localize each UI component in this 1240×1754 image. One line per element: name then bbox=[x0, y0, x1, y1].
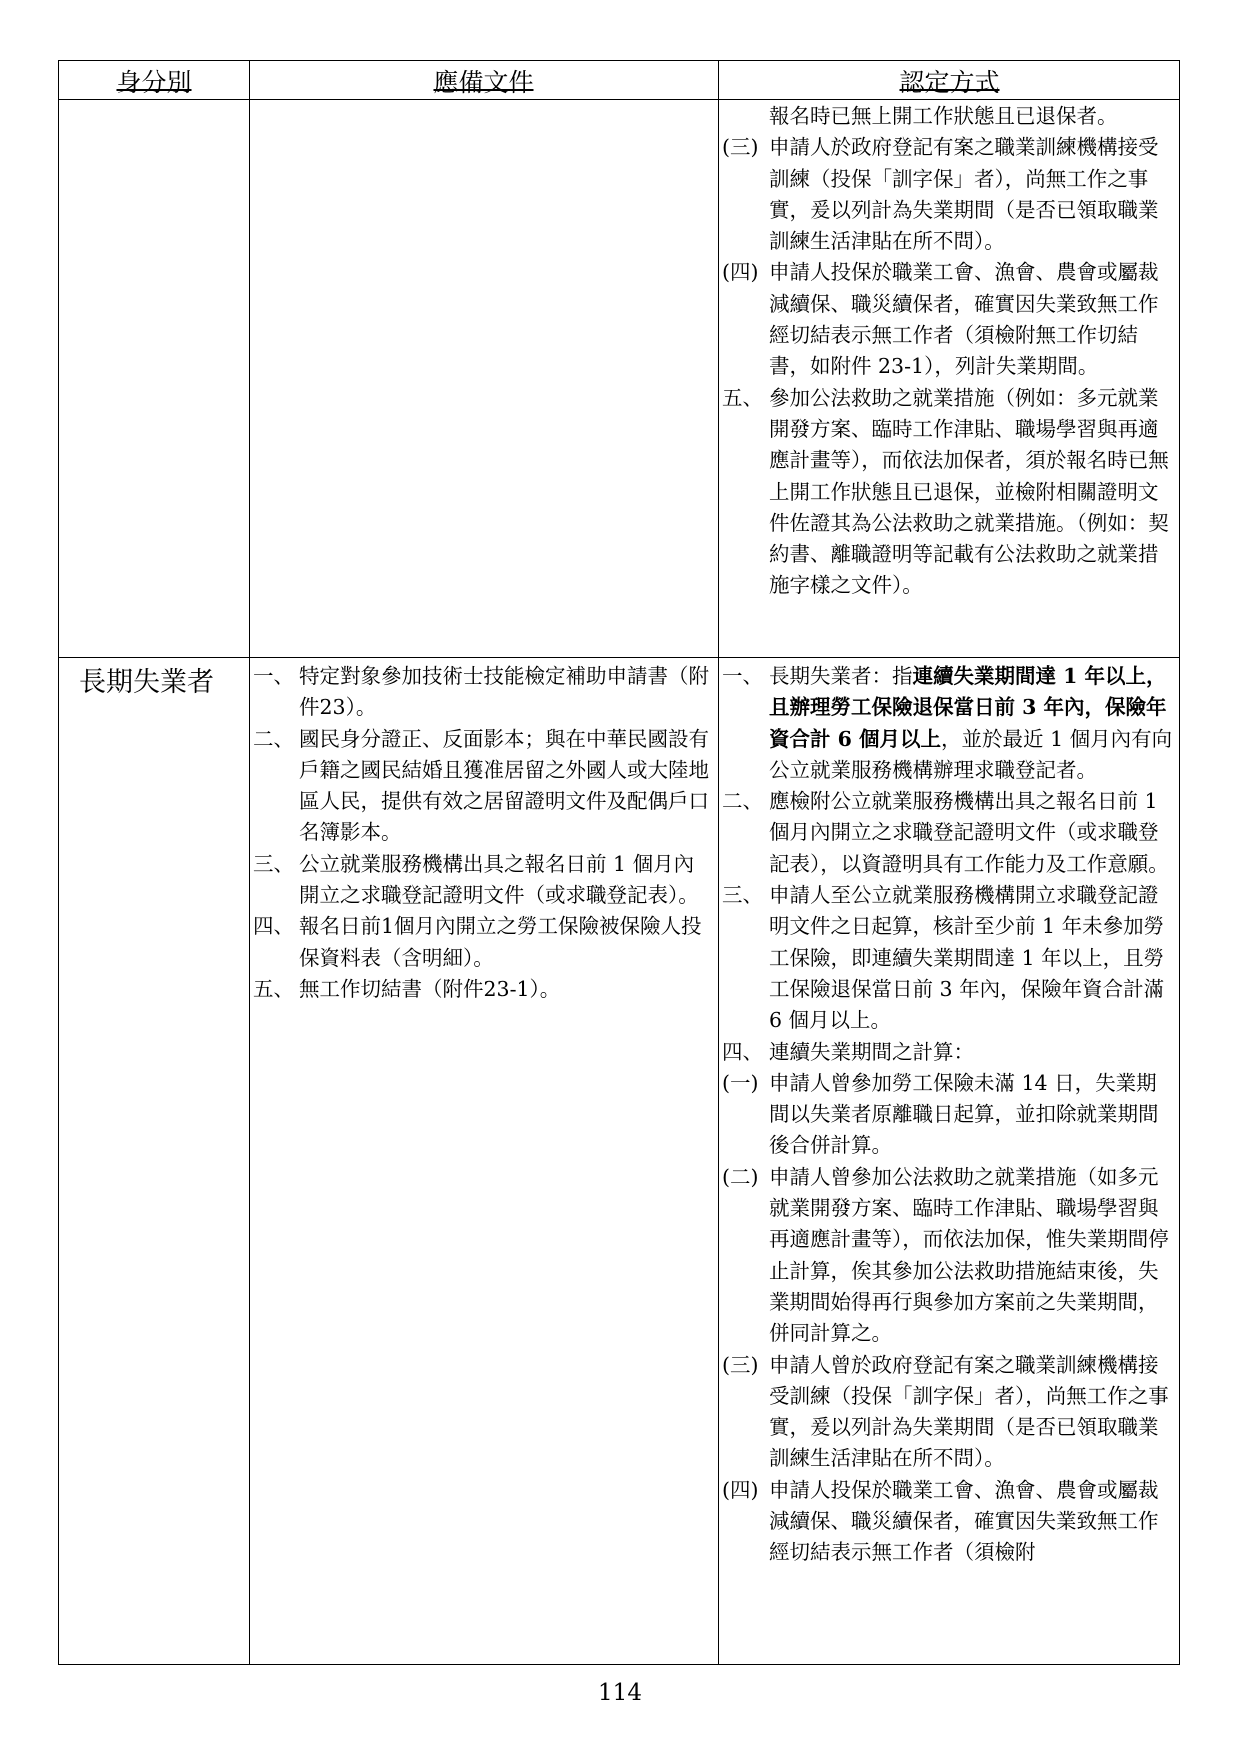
list-item: (三) 申請人於政府登記有案之職業訓練機構接受訓練（投保「訓字保」者），尚無工作之事實，爰以列計為失業期間（是否已領取職業訓練生活津貼在所不問）。 bbox=[722, 135, 1159, 254]
row2-criteria bbox=[722, 661, 1176, 1569]
row1-criteria bbox=[722, 101, 1176, 602]
list-item: (一) 申請人曾參加勞工保險未滿 14 日，失業期間以失業者原離職日起算，並扣除就業期間後合併計算。 bbox=[722, 1070, 1159, 1158]
list-item: 五、 參加公法救助之就業措施（例如：多元就業開發方案、臨時工作津貼、職場學習與再適應計畫等），而依法加保者，須於報名時已無上開工作狀態且已退保，並檢附相關證明文件佐證其為公法救助之就業措施。（例如：契約書、離職證明等記載有公法救助之就業措施字樣之文件）。 bbox=[722, 385, 1169, 598]
list-item: 報名時已無上開工作狀態且已退保者。 bbox=[769, 104, 1118, 128]
list-item: 一、 長期失業者：指連續失業期間達 1 年以上，且辦理勞工保險退保當日前 3 年內，保險年資合計 6 個月以上，並於最近 1 個月內有向公立就業服務機構辦理求職登記者。 bbox=[722, 664, 1173, 782]
identity-long-term-unemployed: 長期失業者 bbox=[79, 667, 214, 698]
list-item: 二、 國民身分證正、反面影本；與在中華民國設有戶籍之國民結婚且獲准居留之外國人或大陸地區人民，提供有效之居留證明文件及配偶戶口名簿影本。 bbox=[253, 726, 709, 845]
list-item: (三) 申請人曾於政府登記有案之職業訓練機構接受訓練（投保「訓字保」者），尚無工作之事實，爰以列計為失業期間（是否已領取職業訓練生活津貼在所不問）。 bbox=[722, 1352, 1169, 1471]
list-item: 一、 特定對象參加技術士技能檢定補助申請書（附件23）。 bbox=[253, 664, 709, 720]
header-documents: 應備文件 bbox=[433, 68, 534, 97]
list-item: 四、 連續失業期間之計算： bbox=[722, 1039, 974, 1064]
list-item: (二) 申請人曾參加公法救助之就業措施（如多元就業開發方案、臨時工作津貼、職場學習與再適應計畫等），而依法加保，惟失業期間停止計算，俟其參加公法救助措施結束後，失業期間始得再行與參加方案前之失業期間，併同計算之。 bbox=[722, 1164, 1169, 1346]
list-item: (四) 申請人投保於職業工會、漁會、農會或屬裁減續保、職災續保者，確實因失業致無工作經切結表示無工作者（須檢附 bbox=[722, 1477, 1159, 1565]
list-item: 三、 公立就業服務機構出具之報名日前 1 個月內開立之求職登記證明文件（或求職登記表）。 bbox=[253, 851, 699, 908]
list-item: 四、 報名日前1個月內開立之勞工保險被保險人投保資料表（含明細）。 bbox=[253, 914, 702, 970]
column-divider bbox=[249, 61, 250, 1664]
list-item: (四) 申請人投保於職業工會、漁會、農會或屬裁減續保、職災續保者，確實因失業致無工作經切結表示無工作者（須檢附無工作切結書，如附件 23-1），列計失業期間。 bbox=[722, 260, 1159, 379]
row2-documents bbox=[253, 661, 713, 1005]
page-number: 114 bbox=[598, 1680, 642, 1706]
list-item: 二、 應檢附公立就業服務機構出具之報名日前 1 個月內開立之求職登記證明文件（或求職登記表），以資證明具有工作能力及工作意願。 bbox=[722, 789, 1169, 876]
requirements-table bbox=[58, 60, 1180, 1665]
row-divider bbox=[59, 657, 1179, 658]
header-criteria: 認定方式 bbox=[899, 68, 1000, 97]
bold-definition: 連續失業期間達 1 年以上，且辦理勞工保險退保當日前 3 年內，保險年資合計 6 個月以上 bbox=[769, 664, 1167, 751]
header-identity: 身分別 bbox=[116, 68, 192, 97]
list-item: 五、 無工作切結書（附件23-1）。 bbox=[253, 976, 561, 1001]
list-item: 三、 申請人至公立就業服務機構開立求職登記證明文件之日起算，核計至少前 1 年未參加勞工保險，即連續失業期間達 1 年以上，且勞工保險退保當日前 3 年內，保險年資合計滿 6 個月以上。 bbox=[722, 883, 1165, 1033]
column-divider bbox=[718, 61, 719, 1664]
